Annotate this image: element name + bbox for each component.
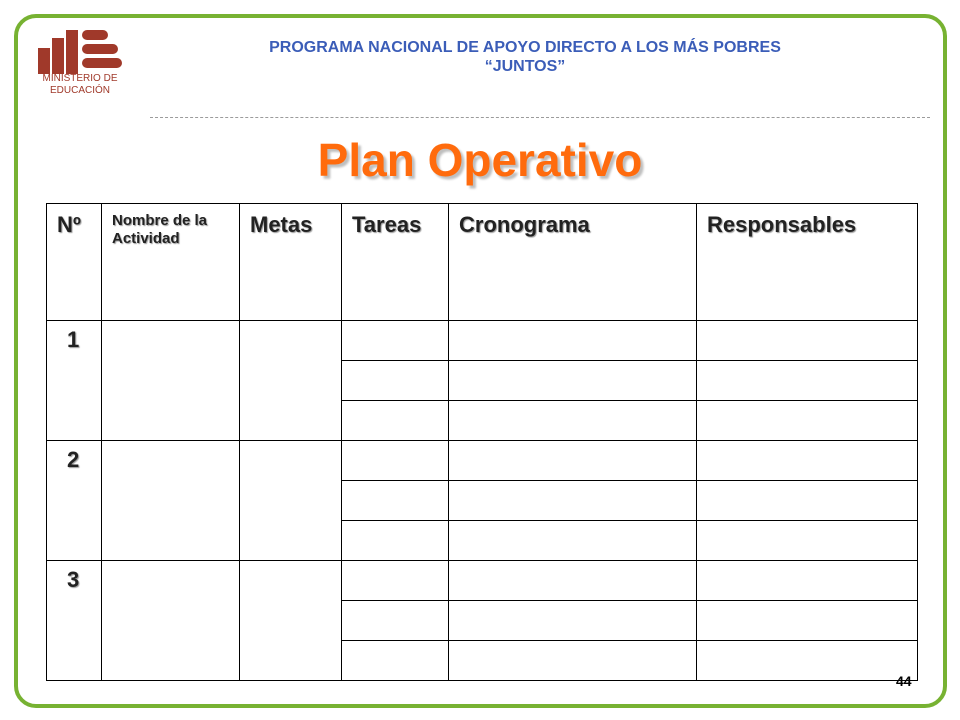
table-row bbox=[47, 561, 918, 601]
activity-name-cell bbox=[102, 561, 240, 681]
task-cell bbox=[342, 641, 449, 681]
schedule-cell bbox=[449, 361, 697, 401]
logo-text: MINISTERIO DE EDUCACIÓN bbox=[42, 73, 118, 96]
schedule-cell bbox=[449, 601, 697, 641]
activity-name-cell bbox=[102, 441, 240, 561]
schedule-cell bbox=[449, 441, 697, 481]
column-header-number: Nº bbox=[47, 204, 102, 321]
task-cell bbox=[342, 561, 449, 601]
responsible-cell bbox=[697, 521, 918, 561]
program-header bbox=[150, 38, 900, 76]
task-cell bbox=[342, 521, 449, 561]
task-cell bbox=[342, 441, 449, 481]
responsible-cell bbox=[697, 601, 918, 641]
column-header-activity-name: Nombre de la Actividad bbox=[102, 204, 240, 321]
goals-cell bbox=[240, 321, 342, 441]
header-divider bbox=[150, 117, 930, 118]
responsible-cell bbox=[697, 361, 918, 401]
goals-cell bbox=[240, 441, 342, 561]
responsible-cell bbox=[697, 641, 918, 681]
task-cell bbox=[342, 361, 449, 401]
goals-cell bbox=[240, 561, 342, 681]
column-header-tasks: Tareas bbox=[342, 204, 449, 321]
schedule-cell bbox=[449, 321, 697, 361]
responsible-cell bbox=[697, 561, 918, 601]
task-cell bbox=[342, 601, 449, 641]
task-cell bbox=[342, 401, 449, 441]
schedule-cell bbox=[449, 481, 697, 521]
responsible-cell bbox=[697, 441, 918, 481]
activity-number-cell: 1 bbox=[47, 321, 102, 441]
program-subtitle: “JUNTOS” bbox=[484, 58, 566, 75]
schedule-cell bbox=[449, 521, 697, 561]
plan-table bbox=[46, 203, 918, 681]
schedule-cell bbox=[449, 401, 697, 441]
activity-number-cell: 3 bbox=[47, 561, 102, 681]
responsible-cell bbox=[697, 481, 918, 521]
program-name: PROGRAMA NACIONAL DE APOYO DIRECTO A LOS MÁS POBRES bbox=[269, 39, 781, 56]
table-header-row bbox=[47, 204, 918, 321]
activity-name-cell bbox=[102, 321, 240, 441]
table-row bbox=[47, 321, 918, 361]
page-number: 44 bbox=[896, 673, 912, 689]
schedule-cell bbox=[449, 561, 697, 601]
column-header-responsible: Responsables bbox=[697, 204, 918, 321]
schedule-cell bbox=[449, 641, 697, 681]
task-cell bbox=[342, 481, 449, 521]
column-header-schedule: Cronograma bbox=[449, 204, 697, 321]
page-title: Plan Operativo bbox=[317, 134, 643, 186]
activity-number-cell: 2 bbox=[47, 441, 102, 561]
table-row bbox=[47, 441, 918, 481]
responsible-cell bbox=[697, 321, 918, 361]
task-cell bbox=[342, 321, 449, 361]
responsible-cell bbox=[697, 401, 918, 441]
column-header-goals: Metas bbox=[240, 204, 342, 321]
